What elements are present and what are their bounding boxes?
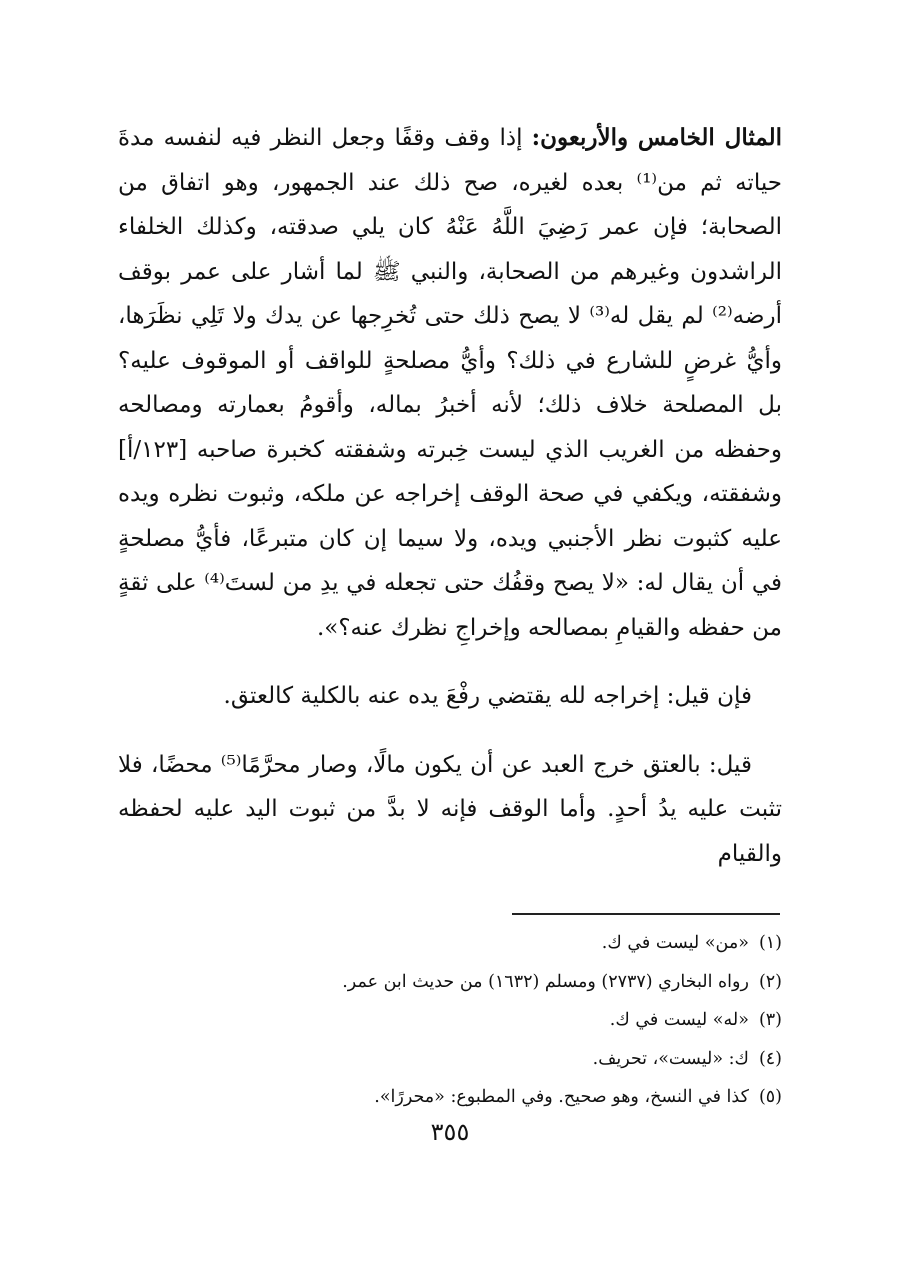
footnote-number: (٢) [758,971,782,992]
footnote-number: (٣) [758,1010,782,1030]
footnote-item [118,963,782,1002]
paragraph-reply: قيل: بالعتق خرج العبد عن أن يكون مالًا، وصار محرَّمًا⁽⁵⁾ محضًا، فلا تثبت عليه يدُ أحدٍ. وأما الوقف فإنه لا بدَّ من ثبوت اليد عليه لحفظه والقيام [118,751,782,867]
footnote-text: رواه البخاري (٢٧٣٧) ومسلم (١٦٣٢) من حديث ابن عمر. [342,971,749,992]
main-text [118,116,782,876]
footnote-text: «من» ليست في ك. [601,933,749,953]
footnote-item [118,924,782,963]
footnote-text: ك: «ليست»، تحريف. [592,1048,749,1069]
footnotes [118,924,782,1117]
footnote-item [118,1001,782,1040]
footnote-divider [512,913,780,915]
footnote-item [118,1040,782,1079]
footnote-item [118,1078,782,1117]
paragraph-example-45 [118,116,782,650]
paragraph-objection: فإن قيل: إخراجه لله يقتضي رفْعَ يده عنه بالكلية كالعتق. [223,683,752,709]
paragraph-body: إذا وقف وقفًا وجعل النظر فيه لنفسه مدةَ حياته ثم من⁽¹⁾ بعده لغيره، صح ذلك عند الجمهور، وهو اتفاق من الصحابة؛ فإن عمر رَضِيَ اللَّهُ عَنْهُ كان يلي صدقته، وكذلك الخلفاء الراشدون وغيرهم من الصحابة، والنبي ﷺ لما أشار على عمر بوقف أرضه⁽²⁾ لم يقل له⁽³⁾ لا يصح ذلك حتى تُخرِجها عن يدك ولا تَلِي نظَرَها، وأيُّ غرضٍ للشارع في ذلك؟ وأيُّ مصلحةٍ للواقف أو الموقوف عليه؟ بل المصلحة خلاف ذلك؛ لأنه أخبرُ بماله، وأقومُ بعمارته ومصالحه وحفظه من الغريب الذي ليست خِبرته وشفقته كخبرة صاحبه [١٢٣/أ] وشفقته، ويكفي في صحة الوقف إخراجه عن ملكه، وثبوت نظره ويده عليه كثبوت نظر الأجنبي ويده، ولا سيما إن كان متبرعًا، فأيُّ مصلحةٍ في أن يقال له: «لا يصح وقفُك حتى تجعله في يدِ من لستَ⁽⁴⁾ على ثقةٍ من حفظه والقيامِ بمصالحه وإخراجِ نظرك عنه؟». [118,125,783,641]
page-number: ٣٥٥ [430,1118,470,1146]
footnote-number: (١) [758,933,782,953]
example-heading: المثال الخامس والأربعون: [531,124,782,151]
footnote-text: «له» ليست في ك. [609,1010,749,1030]
footnote-number: (٤) [758,1048,782,1069]
footnote-number: (٥) [758,1087,782,1107]
footnote-text: كذا في النسخ، وهو صحيح. وفي المطبوع: «محررًا». [374,1087,749,1107]
